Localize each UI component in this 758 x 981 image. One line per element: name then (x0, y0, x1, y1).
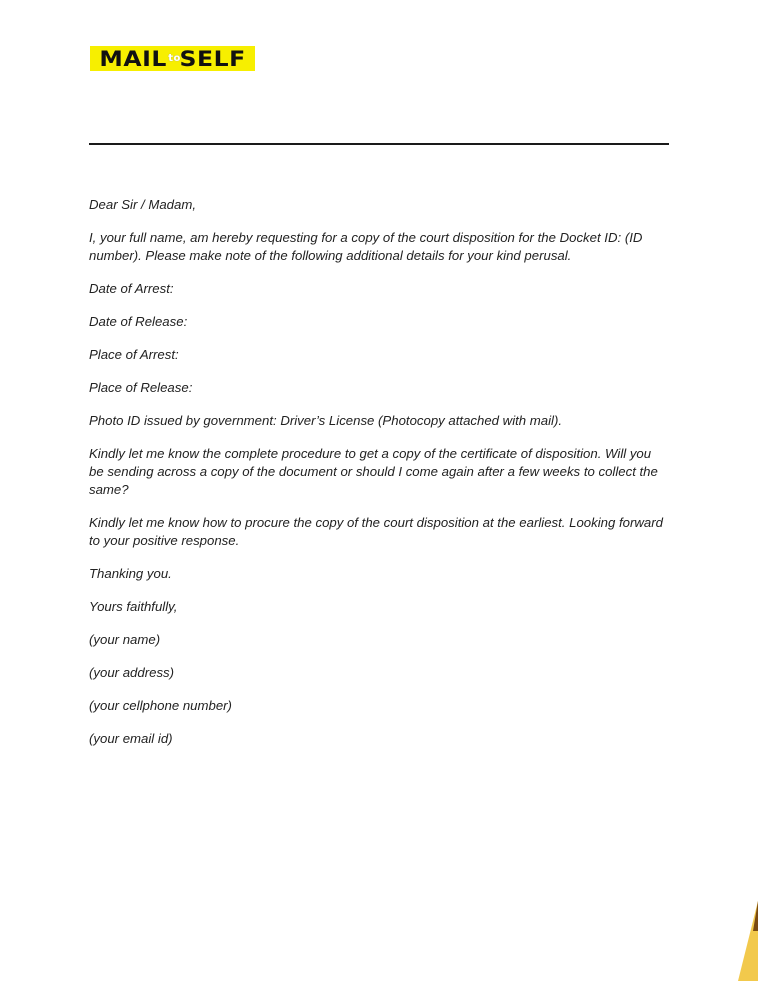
closing-line: Thanking you. (89, 566, 172, 581)
intro-paragraph: I, your full name, am hereby requesting for a copy of the court disposition for the Docket ID: (ID number). Please make note of the following additional details for your kind perusal. (89, 230, 643, 263)
mail-to-self-logo (90, 46, 255, 71)
signature-email: (your email id) (89, 731, 173, 746)
header-divider (89, 143, 669, 145)
signature-name: (your name) (89, 632, 161, 647)
corner-decoration-icon (728, 901, 758, 981)
logo-word-mail: MAIL (99, 46, 167, 71)
field-photo-id: Photo ID issued by government: Driver’s License (Photocopy attached with mail). (89, 413, 563, 428)
body-paragraph-procure: Kindly let me know how to procure the copy of the court disposition at the earliest. Looking forward to your positive response. (89, 515, 663, 548)
field-place-of-arrest: Place of Arrest: (89, 347, 179, 362)
salutation: Dear Sir / Madam, (89, 197, 196, 212)
field-place-of-release: Place of Release: (89, 380, 193, 395)
logo-word-self: SELF (179, 46, 246, 71)
signature-cellphone: (your cellphone number) (89, 698, 232, 713)
letter-body (89, 196, 669, 763)
signature-address: (your address) (89, 665, 175, 680)
signoff-line: Yours faithfully, (89, 599, 178, 614)
field-date-of-arrest: Date of Arrest: (89, 281, 174, 296)
body-paragraph-procedure: Kindly let me know the complete procedure to get a copy of the certificate of disposition. Will you be sending across a copy of the document or should I come again after a few weeks to collect the same? (89, 446, 658, 497)
logo-word-to: to (168, 53, 181, 64)
field-date-of-release: Date of Release: (89, 314, 188, 329)
